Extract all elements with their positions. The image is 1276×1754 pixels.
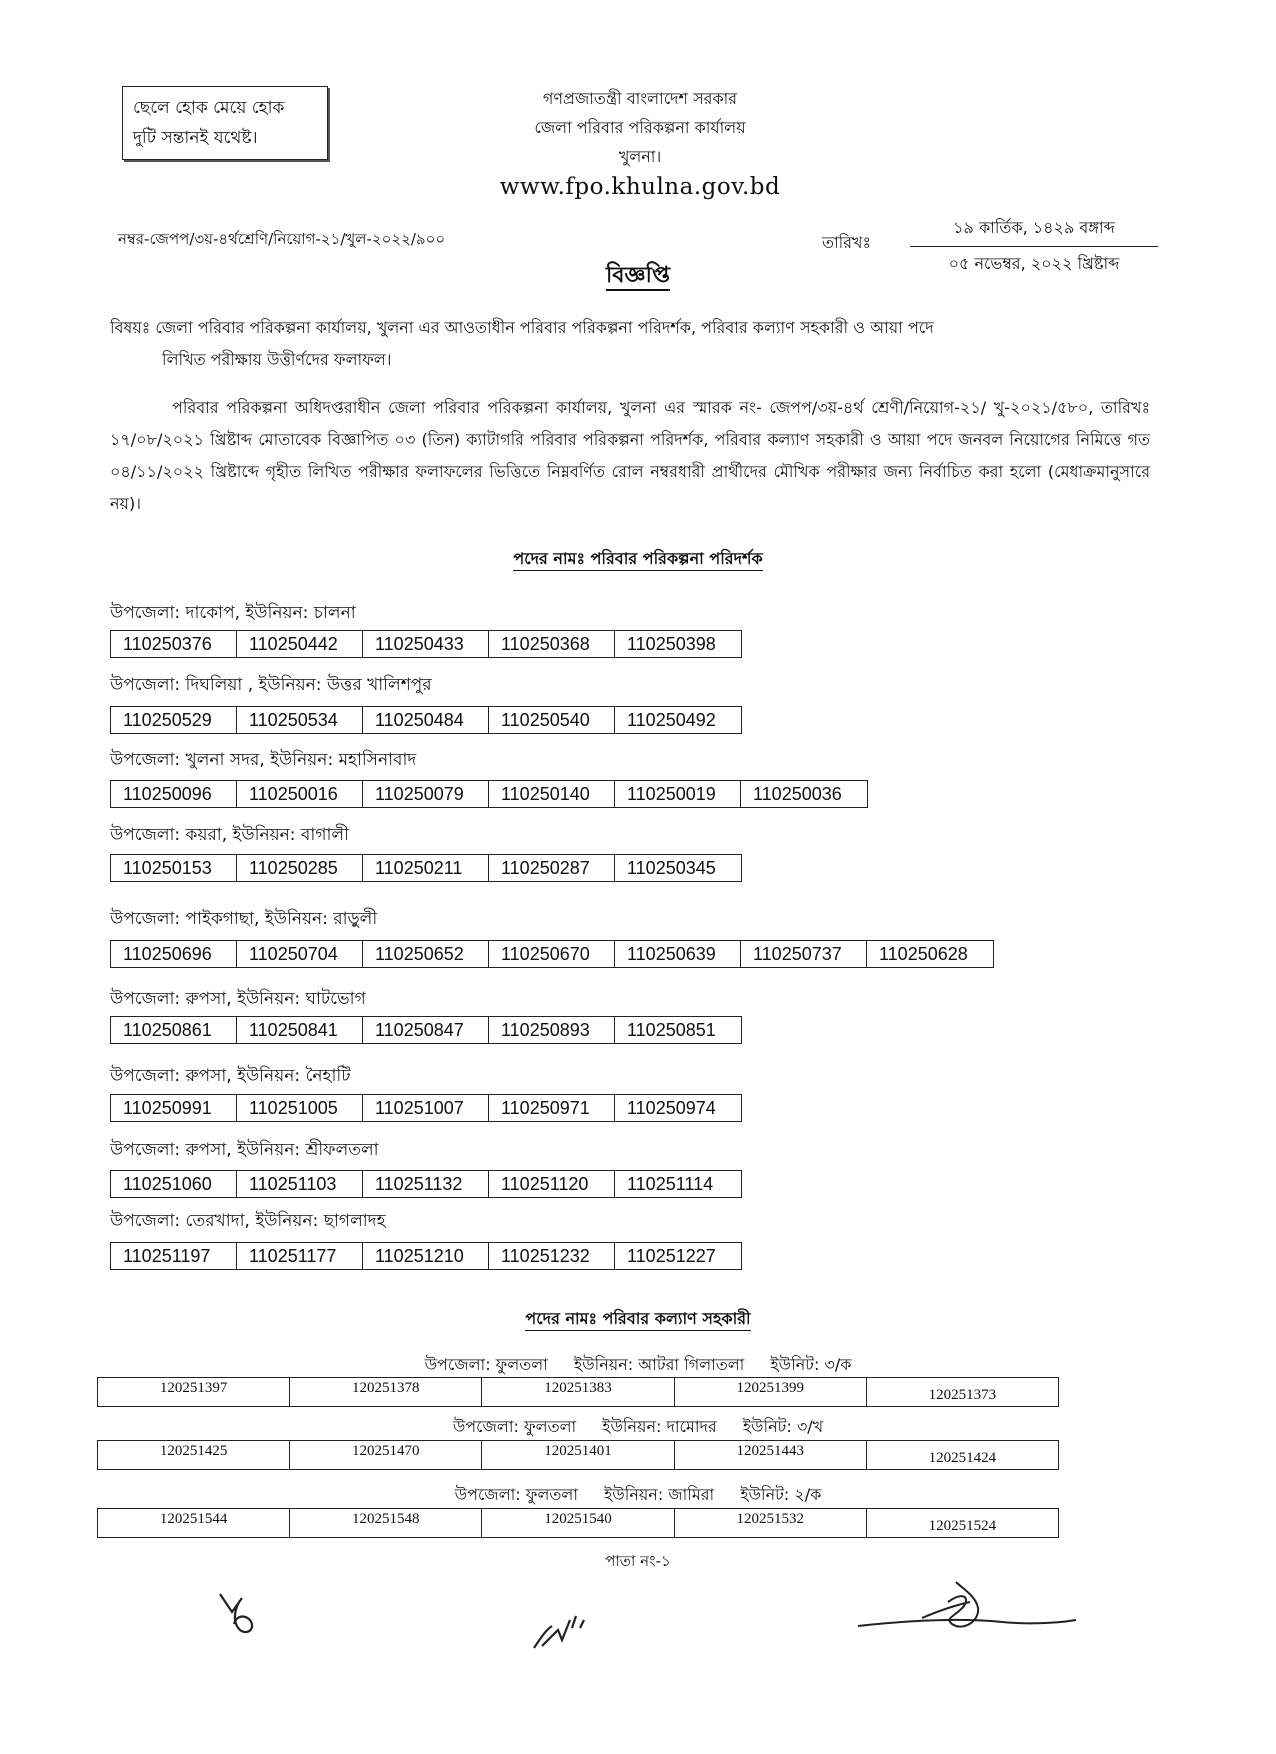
header-website: www.fpo.khulna.gov.bd <box>499 174 781 200</box>
fpi-roll-row <box>110 780 868 808</box>
fwa-upazila-text: উপজেলা: ফুলতলা <box>424 1355 548 1374</box>
office-header <box>440 84 840 203</box>
roll-number-cell: 110251132 <box>363 1171 489 1197</box>
signature-1 <box>212 1584 272 1640</box>
roll-number-cell: 110251114 <box>627 1174 714 1194</box>
roll-number-cell: 110250211 <box>363 855 489 881</box>
roll-number-cell: 110250492 <box>627 710 716 730</box>
fwa-roll-row <box>97 1377 1059 1407</box>
subject-line-2: লিখিত পরীক্ষায় উত্তীর্ণদের ফলাফল। <box>162 350 392 369</box>
roll-number-cell: 120251425 <box>98 1441 290 1469</box>
fwa-group-label <box>0 1352 1276 1379</box>
fwa-roll-row <box>97 1508 1059 1538</box>
roll-number-cell: 120251532 <box>675 1509 867 1537</box>
fwa-section-title-text: পদের নামঃ পরিবার কল্যাণ সহকারী <box>525 1309 750 1331</box>
roll-number-cell: 120251548 <box>290 1509 482 1537</box>
slogan-line-2: দুটি সন্তানই যথেষ্ট। <box>133 128 258 148</box>
roll-number-cell: 120251540 <box>482 1509 674 1537</box>
roll-number-cell: 120251399 <box>675 1378 867 1406</box>
roll-number-cell: 120251383 <box>482 1378 674 1406</box>
fpi-group-label: উপজেলা: দিঘলিয়া , ইউনিয়ন: উত্তর খালিশপুর <box>110 675 432 695</box>
roll-number-cell: 110251005 <box>237 1095 363 1121</box>
roll-number-cell: 110250540 <box>489 707 615 733</box>
roll-number-cell: 110250285 <box>237 855 363 881</box>
fpi-group-label: উপজেলা: রুপসা, ইউনিয়ন: শ্রীফলতলা <box>110 1140 379 1160</box>
roll-number-cell: 110250140 <box>489 781 615 807</box>
roll-number-cell: 110250287 <box>489 855 615 881</box>
fpi-group-label: উপজেলা: তেরখাদা, ইউনিয়ন: ছাগলাদহ <box>110 1211 386 1231</box>
signature-2 <box>528 1606 598 1656</box>
slogan-box <box>122 86 328 160</box>
fwa-unit-text: ইউনিট: ২/ক <box>740 1485 822 1504</box>
date-bangla: ১৯ কার্তিক, ১৪২৯ বঙ্গাব্দ <box>910 215 1158 247</box>
subject <box>110 312 1160 376</box>
roll-number-cell: 110250345 <box>627 858 716 878</box>
roll-number-cell: 110250096 <box>111 781 237 807</box>
date-label: তারিখঃ <box>822 233 872 252</box>
fwa-union-text: ইউনিয়ন: জামিরা <box>603 1485 715 1504</box>
roll-number-cell: 110250036 <box>753 784 842 804</box>
roll-number-cell: 120251373 <box>928 1387 997 1403</box>
fwa-upazila-text: উপজেলা: ফুলতলা <box>454 1485 578 1504</box>
roll-number-cell: 110250534 <box>237 707 363 733</box>
roll-number-cell: 110251210 <box>363 1243 489 1269</box>
roll-number-cell: 120251544 <box>98 1509 290 1537</box>
body-paragraph: পরিবার পরিকল্পনা অধিদপ্তরাধীন জেলা পরিবার পরিকল্পনা কার্যালয়, খুলনা এর স্মারক নং- জেপপ/৩য়-৪র্থ শ্রেণী/নিয়োগ-২১/ খু-২০২১/৫৮০, তারিখঃ ১৭/০৮/২০২১ খ্রিষ্টাব্দ মোতাবেক বিজ্ঞাপিত ০৩ (তিন) ক্যাটাগরি পরিবার পরিকল্পনা পরিদর্শক, পরিবার কল্যাণ সহকারী ও আয়া পদে জনবল নিয়োগের নিমিত্তে গত ০৪/১১/২০২২ খ্রিষ্টাব্দে গৃহীত লিখিত পরীক্ষার ফলাফলের ভিত্তিতে নিম্নবর্ণিত রোল নম্বরধারী প্রার্থীদের মৌখিক পরীক্ষার জন্য নির্বাচিত করা হলো (মেধাক্রমানুসারে নয়)। <box>110 398 1150 513</box>
roll-number-cell: 120251470 <box>290 1441 482 1469</box>
roll-number-cell: 110250971 <box>489 1095 615 1121</box>
roll-number-cell: 110250893 <box>489 1017 615 1043</box>
roll-number-cell: 110251232 <box>489 1243 615 1269</box>
roll-number-cell: 110250639 <box>615 941 741 967</box>
slogan-line-1: ছেলে হোক মেয়ে হোক <box>133 98 285 118</box>
notice-title-text: বিজ্ঞপ্তি <box>606 263 670 291</box>
roll-number-cell: 110250861 <box>111 1017 237 1043</box>
fwa-union-text: ইউনিয়ন: দামোদর <box>602 1417 717 1436</box>
header-office: জেলা পরিবার পরিকল্পনা কার্যালয় <box>534 118 746 137</box>
roll-number-cell: 120251397 <box>98 1378 290 1406</box>
fwa-unit-text: ইউনিট: ৩/খ <box>742 1417 824 1436</box>
fpi-group-label: উপজেলা: রুপসা, ইউনিয়ন: ঘাটভোগ <box>110 989 366 1009</box>
roll-number-cell: 120251443 <box>675 1441 867 1469</box>
roll-number-cell: 110250991 <box>111 1095 237 1121</box>
roll-number-cell: 110251197 <box>111 1243 237 1269</box>
fpi-roll-row <box>110 1242 742 1270</box>
fwa-roll-row <box>97 1440 1059 1470</box>
roll-number-cell: 120251378 <box>290 1378 482 1406</box>
fwa-group-label <box>0 1414 1276 1441</box>
roll-number-cell: 110250670 <box>489 941 615 967</box>
roll-number-cell: 120251424 <box>928 1450 997 1466</box>
roll-number-cell: 110250696 <box>111 941 237 967</box>
roll-number-cell: 110250079 <box>363 781 489 807</box>
roll-number-cell: 110250851 <box>627 1020 716 1040</box>
roll-number-cell: 110251060 <box>111 1171 237 1197</box>
roll-number-cell: 110251103 <box>237 1171 363 1197</box>
fpi-group-label: উপজেলা: পাইকগাছা, ইউনিয়ন: রাড়ুলী <box>110 909 378 929</box>
roll-number-cell: 110250153 <box>111 855 237 881</box>
roll-number-cell: 110250737 <box>741 941 867 967</box>
fpi-roll-row <box>110 630 742 658</box>
roll-number-cell: 110250484 <box>363 707 489 733</box>
fwa-unit-text: ইউনিট: ৩/ক <box>770 1355 852 1374</box>
fpi-group-label: উপজেলা: খুলনা সদর, ইউনিয়ন: মহাসিনাবাদ <box>110 750 417 770</box>
header-district: খুলনা। <box>618 147 662 166</box>
roll-number-cell: 110250368 <box>489 631 615 657</box>
fwa-section-title <box>0 1306 1276 1333</box>
roll-number-cell: 110250974 <box>627 1098 716 1118</box>
roll-number-cell: 120251524 <box>928 1518 997 1534</box>
date-english: ০৫ নভেম্বর, ২০২২ খ্রিষ্টাব্দ <box>948 254 1120 273</box>
fpi-section-title <box>0 546 1276 573</box>
roll-number-cell: 110250841 <box>237 1017 363 1043</box>
subject-line-1: বিষয়ঃ জেলা পরিবার পরিকল্পনা কার্যালয়, খুলনা এর আওতাধীন পরিবার পরিকল্পনা পরিদর্শক, পরিবার কল্যাণ সহকারী ও আয়া পদে <box>110 318 934 337</box>
roll-number-cell: 110251227 <box>627 1246 716 1266</box>
notice-title <box>0 258 1276 295</box>
roll-number-cell: 110250847 <box>363 1017 489 1043</box>
roll-number-cell: 110250442 <box>237 631 363 657</box>
roll-number-cell: 110250704 <box>237 941 363 967</box>
header-government: গণপ্রজাতন্ত্রী বাংলাদেশ সরকার <box>542 89 738 108</box>
roll-number-cell: 110251007 <box>363 1095 489 1121</box>
fwa-upazila-text: উপজেলা: ফুলতলা <box>452 1417 577 1436</box>
roll-number-cell: 110250433 <box>363 631 489 657</box>
fpi-group-label: উপজেলা: কয়রা, ইউনিয়ন: বাগালী <box>110 825 349 845</box>
fpi-group-label: উপজেলা: রুপসা, ইউনিয়ন: নৈহাটি <box>110 1066 351 1086</box>
roll-number-cell: 110250652 <box>363 941 489 967</box>
signature-3 <box>852 1572 1082 1642</box>
roll-number-cell: 110251177 <box>237 1243 363 1269</box>
fwa-group-label <box>0 1482 1276 1509</box>
roll-number-cell: 120251401 <box>482 1441 674 1469</box>
roll-number-cell: 110250628 <box>879 944 968 964</box>
roll-number-cell: 110250016 <box>237 781 363 807</box>
fpi-roll-row <box>110 854 742 882</box>
fpi-section-title-text: পদের নামঃ পরিবার পরিকল্পনা পরিদর্শক <box>513 549 762 571</box>
fpi-group-label: উপজেলা: দাকোপ, ইউনিয়ন: চালনা <box>110 603 356 623</box>
fwa-union-text: ইউনিয়ন: আটরা গিলাতলা <box>573 1355 745 1374</box>
memo-number: নম্বর-জেপপ/৩য়-৪র্থশ্রেণি/নিয়োগ-২১/খুল-২০২২/৯০০ <box>118 230 446 248</box>
roll-number-cell: 110250398 <box>627 634 716 654</box>
roll-number-cell: 110250376 <box>111 631 237 657</box>
roll-number-cell: 110250019 <box>615 781 741 807</box>
fpi-roll-row <box>110 940 994 968</box>
roll-number-cell: 110251120 <box>489 1171 615 1197</box>
fpi-roll-row <box>110 1170 742 1198</box>
fpi-roll-row <box>110 706 742 734</box>
page-number: পাতা নং-১ <box>605 1552 671 1570</box>
roll-number-cell: 110250529 <box>111 707 237 733</box>
fpi-roll-row <box>110 1094 742 1122</box>
fpi-roll-row <box>110 1016 742 1044</box>
